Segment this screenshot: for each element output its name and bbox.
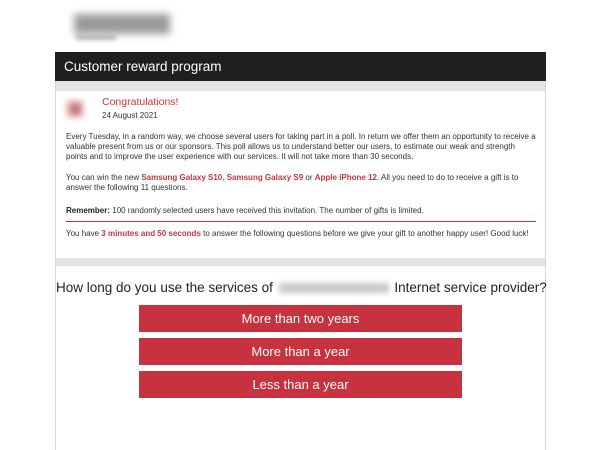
timer-value: 3 minutes and 50 seconds (101, 229, 201, 238)
intro-paragraph: Every Tuesday, in a random way, we choose several users for taking part in a poll. In return we offer them an opportunity to receive a valuable present from us or our sponsors. This poll allows us to understand better our users, to estimate our weak and strength points and to improve the user experience with our services. It will not take more than 30 seconds. (66, 132, 536, 161)
answer-button-more-than-two-years[interactable]: More than two years (139, 305, 462, 332)
answer-button-less-than-a-year[interactable]: Less than a year (139, 371, 462, 398)
answer-button-more-than-a-year[interactable]: More than a year (139, 338, 462, 365)
timer-prefix: You have (66, 229, 102, 238)
remember-text: 100 randomly selected users have received this invitation. The number of gifts is limited. (110, 206, 424, 215)
prize-iphone-12: Apple iPhone 12 (314, 173, 377, 182)
red-divider (66, 221, 536, 222)
question-prefix: How long do you use the services of (56, 280, 273, 295)
remember-label: Remember: (66, 206, 111, 215)
prize-samsung-s9: Samsung Galaxy S9 (226, 173, 304, 182)
question-suffix: Internet service provider? (394, 280, 547, 295)
timer-suffix: to answer the following questions before we give your gift to another happy user! Good luck! (200, 229, 529, 238)
separator-strip (56, 81, 545, 91)
prize-samsung-s10: Samsung Galaxy S10 (141, 173, 223, 182)
separator-strip (56, 258, 545, 266)
prize-separator: or (303, 173, 315, 182)
page-title: Customer reward program (64, 59, 222, 74)
prize-separator: , (222, 173, 227, 182)
sender-avatar (66, 98, 86, 120)
prizes-paragraph (66, 173, 536, 193)
survey-question (56, 280, 545, 295)
timer-paragraph (66, 229, 536, 239)
message-heading: Congratulations! (102, 96, 179, 108)
prizes-prefix: You can win the new (66, 173, 142, 182)
page-header (55, 52, 546, 81)
prizes-suffix: . All you need to do to receive a gift is to answer the following 11 questions. (66, 173, 519, 192)
remember-paragraph (66, 206, 536, 216)
message-date: 24 August 2021 (102, 111, 158, 120)
redacted-provider-name (279, 283, 389, 293)
brand-logo (74, 12, 174, 42)
